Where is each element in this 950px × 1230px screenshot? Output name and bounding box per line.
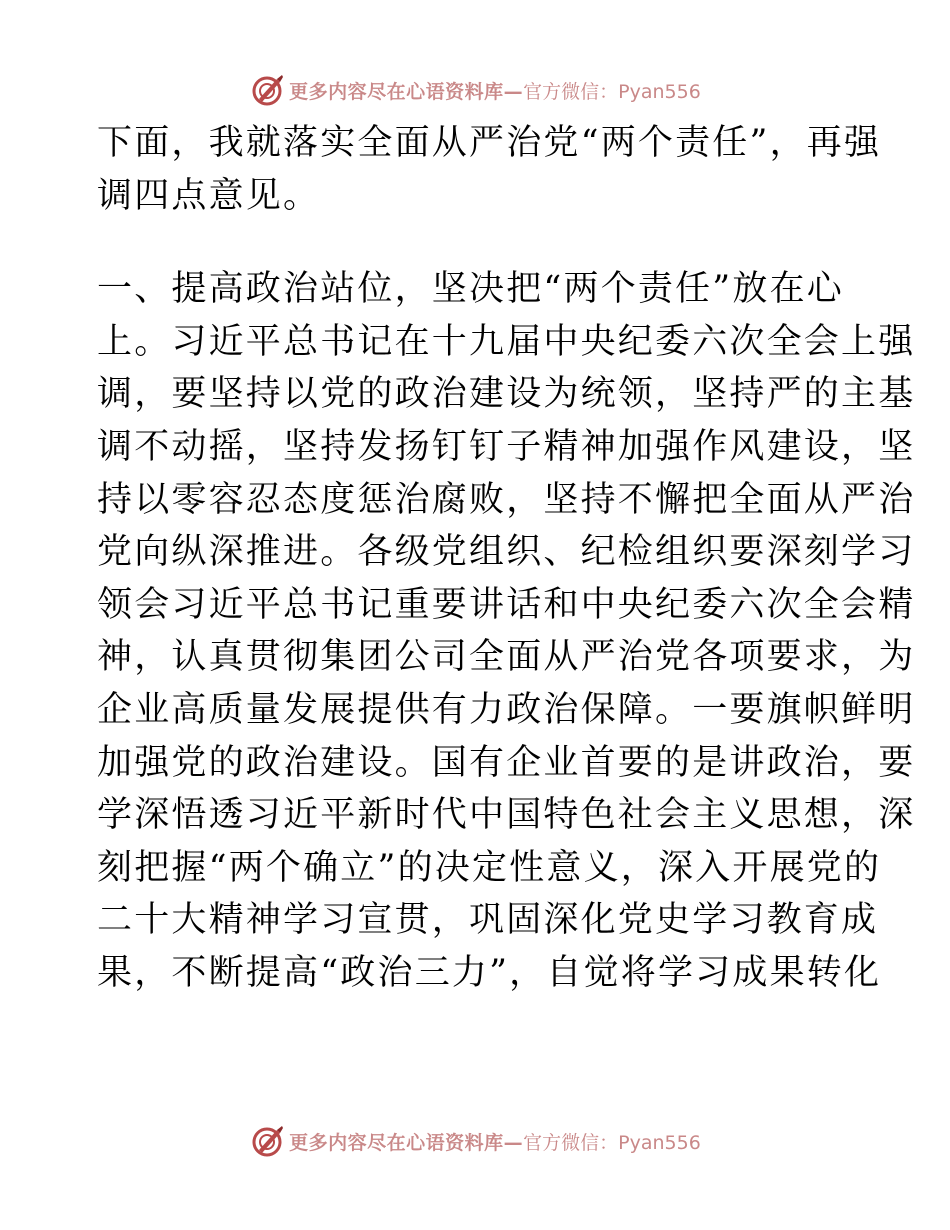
text-line: 调，要坚持以党的政治建设为统领，坚持严的主基 xyxy=(97,374,916,415)
text-line: 调不动摇，坚持发扬钉钉子精神加强作风建设，坚 xyxy=(97,426,916,467)
header-watermark xyxy=(0,70,950,110)
text-line: 学深悟透习近平新时代中国特色社会主义思想，深 xyxy=(97,795,916,836)
footer-watermark xyxy=(0,1121,950,1161)
text-line: 持以零容忍态度惩治腐败，坚持不懈把全面从严治 xyxy=(97,479,916,520)
paragraph-intro xyxy=(97,117,882,222)
text-line: 党向纵深推进。各级党组织、纪检组织要深刻学习 xyxy=(97,532,916,573)
text-line: 调四点意见。 xyxy=(97,175,321,216)
watermark-text: 更多内容尽在心语资料库— xyxy=(289,80,524,103)
text-line: 领会习近平总书记重要讲话和中央纪委六次全会精 xyxy=(97,584,916,625)
pen-logo-icon xyxy=(249,1123,285,1159)
document-body xyxy=(97,117,916,1000)
text-line: 二十大精神学习宣贯，巩固深化党史学习教育成 xyxy=(97,900,879,941)
watermark-text: 更多内容尽在心语资料库— xyxy=(289,1131,524,1154)
text-line: 加强党的政治建设。国有企业首要的是讲政治，要 xyxy=(97,742,916,783)
text-line: 企业高质量发展提供有力政治保障。一要旗帜鲜明 xyxy=(97,689,916,730)
paragraph-section-one xyxy=(97,263,916,999)
text-line: 下面，我就落实全面从严治党“两个责任”，再强 xyxy=(97,123,882,163)
text-line: 果，不断提高“政治三力”，自觉将学习成果转化 xyxy=(97,952,882,993)
text-line: 神，认真贯彻集团公司全面从严治党各项要求，为 xyxy=(97,637,916,678)
paragraph-spacer xyxy=(97,222,857,263)
section-heading-line: 一、提高政治站位，坚决把“两个责任”放在心 xyxy=(97,269,844,310)
watermark-wechat: 官方微信：Pyan556 xyxy=(523,80,701,103)
text-line: 上。习近平总书记在十九届中央纪委六次全会上强 xyxy=(97,321,916,362)
watermark-wechat: 官方微信：Pyan556 xyxy=(523,1131,701,1154)
text-line: 刻把握“两个确立”的决定性意义，深入开展党的 xyxy=(97,847,882,888)
pen-logo-icon xyxy=(249,72,285,108)
